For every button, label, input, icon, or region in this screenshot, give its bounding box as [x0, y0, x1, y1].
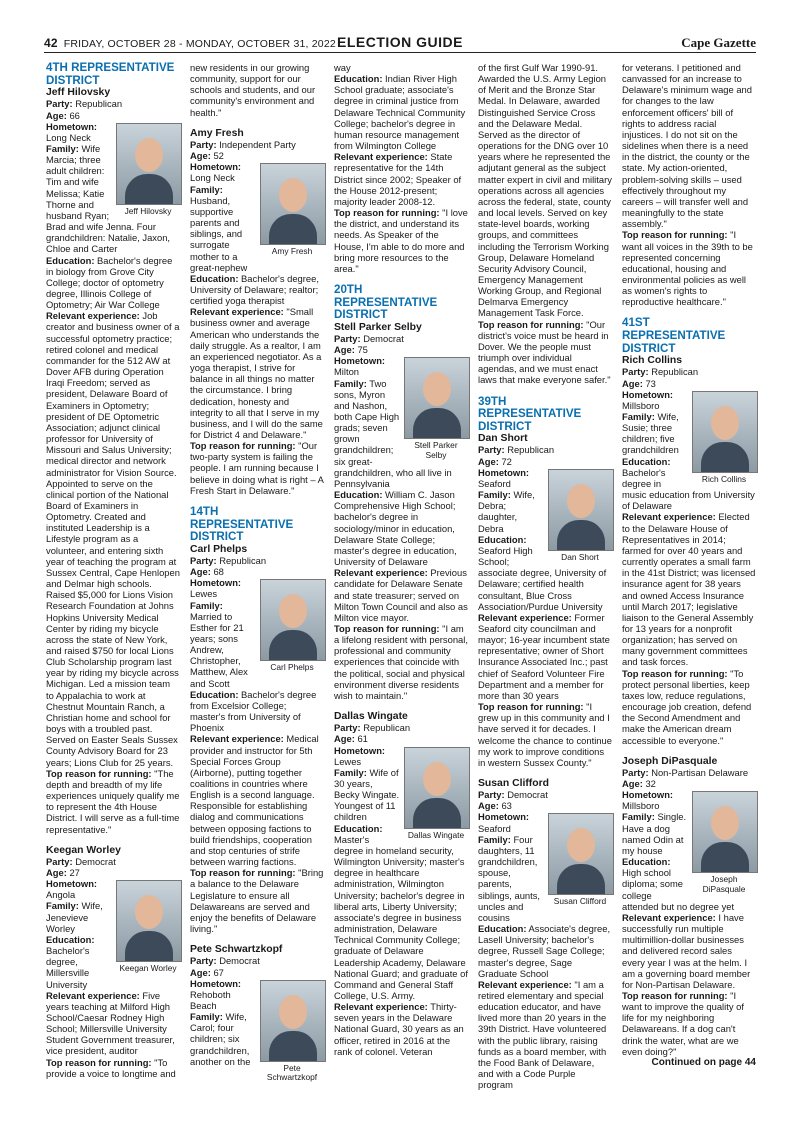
field-age: Age: 32 [622, 778, 656, 789]
field-family: Family: Wife Marcia; three adult children: Tim and wife Melissa; Katie Thorne and husband Ryan; Brad and wife Jenna. Four grandchildren: Natalie, Jaxon, Chloe and Carter [46, 142, 171, 255]
field-age: Age: 63 [478, 800, 512, 812]
field-experience: Relevant experience: "I am a retired elementary and special education educator, and have lived more than 20 years in the 39th District. Have volunteered with the public library, raising funds as a board member, with the Food Bank of Delaware, and with a Code Purple program [478, 978, 607, 1091]
field-experience: Relevant experience: Previous candidate for Delaware Senate and state treasurer; served on Milton Town Council and also as Milton vice mayor. [334, 567, 468, 623]
field-age: Age: 68 [190, 566, 224, 578]
field-party: Party: Democrat [478, 789, 548, 801]
field-party: Party: Republican [190, 554, 267, 566]
field-education: Education: Associate's degree, Lasell University; bachelor's degree, Russell Sage College; master's degree, Sage Graduate School [478, 923, 611, 979]
candidate-name: Stell Parker Selby [334, 321, 422, 333]
photo-caption: Jeff Hilovsky [124, 205, 172, 216]
candidate-photo [260, 980, 324, 1083]
photo-caption: Pete Schwartzkopf [266, 1062, 318, 1083]
page-number: 42 [44, 36, 58, 50]
page-header [44, 34, 756, 53]
section-title: ELECTION GUIDE [336, 34, 463, 50]
photo-caption: Susan Clifford [553, 896, 607, 907]
field-reason: Top reason for running: "Our district's voice must be heard in Dover. We the people must triumph over individual agendas, and we must enact laws that make everyone safer." [478, 318, 611, 386]
field-education: Education: Bachelor's degree from Excelsior College; master's from University of Phoenix [190, 688, 317, 734]
field-age: Age: 61 [334, 733, 368, 745]
field-family: Family: Wife, Susie; three children; five grandchildren [622, 411, 679, 456]
field-party: Party: Republican [334, 722, 411, 734]
candidate-name: Susan Clifford [478, 778, 550, 789]
field-party: Party: Democrat [190, 955, 260, 967]
field-party: Party: Independent Party [190, 138, 296, 150]
field-education: Education: High school diploma; some college attended but no degree yet [622, 856, 735, 912]
field-hometown: Hometown: Millsboro [622, 789, 674, 812]
field-family: Family: Wife of 30 years, Becky Wingate. Youngest of 11 children [334, 766, 400, 823]
field-reason: Top reason for running: "I grew up in this community and I have served it for decades. I welcome the chance to continue my work to improve conditions in western Sussex County." [478, 701, 612, 768]
field-family: Family: Married to Esther for 21 years; sons Andrew, Christopher, Matthew, Alex and Scott [190, 599, 248, 689]
field-party: Party: Republican [622, 366, 699, 378]
field-education: Education: Indian River High School graduate; associate's degree in criminal justice from Delaware Technical Community College; bachelor's degree in human resource management from Wilmington College [334, 73, 466, 152]
district-heading: 20TH REPRESENTATIVE DISTRICT [334, 282, 438, 322]
district-heading: 4TH REPRESENTATIVE DISTRICT [46, 61, 175, 87]
field-family: Family: Wife, Carol; four children; six grandchildren, another on the [190, 1011, 251, 1067]
field-party: Party: Republican [478, 444, 555, 456]
field-hometown: Hometown: Lewes [334, 744, 386, 767]
field-party: Party: Democrat [334, 332, 404, 344]
candidate-photo [116, 880, 180, 974]
photo-caption: Carl Phelps [270, 662, 314, 673]
field-hometown: Hometown: Seaford [478, 811, 530, 834]
continued-text: of the first Gulf War 1990-91. Awarded the U.S. Army Legion of Merit and the Bronze Star Medal. In Delaware, awarded Distinguished Service Cross and the Delaware Medal. Served as the director of operations for the DNG over 10 years where he represented the adjutant general as the subject matter expert in civil and military operations across all agencies across the federal, state, county and local levels. Served on key state-level boards, working groups, and committees including the Terrorism Working Group, Delaware Homeland Security Advisory Council, Emergency Management Working Group, and Regional Delmarva Emergency Management Task Force. [478, 62, 612, 319]
candidate-photo [260, 579, 324, 673]
candidate-name: Dallas Wingate [334, 711, 408, 723]
field-reason: Top reason for running: "Bring a balance to the Delaware Legislature to ensure all Delawareans are served and enjoy the benefits of Delaware living." [190, 867, 324, 935]
field-experience: Relevant experience: Former Seaford city councilman and mayor; 16-year incumbent state representative; owner of Short Insurance Associated Inc.; past chief of Seaford Volunteer Fire Department and a member for more than 30 years [478, 611, 610, 701]
field-reason: Top reason for running: "I love the district, and understand its needs. As Speaker of the House, I'm able to do more and bring more resources to the area." [334, 207, 468, 274]
field-experience: Relevant experience: Job creator and business owner of a successful optometry practice; retired colonel and medical commander for the 512 AW at Dover AFB during Operation Iraqi Freedom; served as president, Delaware Board of Examiners in Optometry; president of DE Optometric Association; adjunct clinical professor for University of Missouri and Salus University; medical director and network administrator for Vision Source. Appointed to serve on the clinical portion of the National Board of Examiners in Optometry. Created and instituted Leadership is a Lifestyle program as a volunteer, and entering sixth year of teaching the program at Sussex Central, Cape Henlopen and Delmar high schools. Raised $5,000 for Lions Vision Research Foundation at Johns Hopkins University Medical Center by riding my bicycle across the state of New York, and raised $750 for local Lions Club Scholarship program last year by riding my bicycle across Michigan. Led a mission team to Appalachia to work at Chestnut Mountain Ranch, a Christian home and school for boys with a troubled past. Served on Easter Seals Sussex County Advisory Board for 23 years; Lions Club for 25 years. [46, 310, 180, 768]
field-education: Education: Bachelor's degree in music education from University of Delaware [622, 455, 755, 512]
candidate-name: Carl Phelps [190, 543, 248, 555]
field-reason: Top reason for running: "I want to improve the quality of life for my neighboring Delawareans. If a dog can't drink the water, what are we even doing?" [622, 989, 744, 1057]
field-family: Family: Four daughters, 11 grandchildren, spouse, parents, siblings, aunts, uncles and cousins [478, 833, 541, 923]
candidate-name: Jeff Hilovsky [46, 87, 111, 99]
field-family: Family: Wife, Jenevieve Worley [46, 900, 103, 934]
field-education: Education: William C. Jason Comprehensive High School; bachelor's degree in sociology/minor in education, Delaware State College; master's degree in education, University of Delaware [334, 489, 457, 568]
field-party: Party: Non-Partisan Delaware [622, 766, 749, 778]
field-family: Family: Single. Have a dog named Odin at my house [622, 811, 687, 856]
district-heading: 39TH REPRESENTATIVE DISTRICT [478, 394, 582, 433]
candidate-photo [692, 791, 756, 894]
field-reason: Top reason for running: "Our two-party system is failing the people. I am running because I believe in doing what is right – A Fresh Start in Delaware." [190, 440, 324, 496]
field-hometown: Hometown: Long Neck [190, 161, 242, 184]
candidate-photo [404, 357, 468, 460]
field-experience: Relevant experience: Five years teaching at Milford High School/Caesar Rodney High School; Millersville University Student Government treasurer, vice president, auditor [46, 989, 175, 1057]
photo-caption: Joseph DiPasquale [702, 874, 746, 894]
candidate-photo [548, 469, 612, 563]
photo-caption: Amy Fresh [271, 246, 313, 257]
column-5 [622, 62, 756, 1068]
candidate-name: Amy Fresh [190, 127, 244, 139]
candidate-photo [404, 747, 468, 841]
field-family: Family: Husband, supportive parents and siblings, and surrogate mother to a great-nephew [190, 183, 248, 273]
field-experience: Relevant experience: I have successfully run multiple multimillion-dollar businesses and delivered record sales every year I was at the helm. I am a governing board member for Non-Partisan Delaware. [622, 911, 751, 990]
photo-caption: Stell Parker Selby [414, 440, 458, 460]
issue-date: FRIDAY, OCTOBER 28 - MONDAY, OCTOBER 31, 2022 [63, 38, 336, 50]
field-experience: Relevant experience: Elected to the Delaware House of Representatives in 2014; farmed for over 40 years and currently operates a small farm in the 41st District; was licensed insurance agent for 38 years and owned Access Insurance until March 2017; legislative liaison to the General Assembly for 13 years for a nonprofit organization; has served on many government committees and task forces. [622, 511, 756, 668]
district-heading: 14TH REPRESENTATIVE DISTRICT [190, 504, 294, 544]
field-reason: Top reason for running: "To provide a voice to longtime and [46, 1056, 176, 1079]
field-education: Education: Master's degree in homeland security, Wilmington University; master's degree in healthcare administration, Wilmington University; bachelor's degree in liberal arts, Liberty University; associate's degree in business administration, Delaware Technical Community College; graduate of Delaware Leadership Academy, Delaware National Guard; and graduate of Command and General Staff College, U.S. Army. [334, 822, 468, 1001]
column-3 [334, 62, 468, 1057]
continued-on-link[interactable]: Continued on page 44 [651, 1056, 756, 1068]
field-party: Party: Democrat [46, 855, 116, 867]
paper-name: Cape Gazette [681, 35, 756, 50]
field-education: Education: Bachelor's degree, University of Delaware; realtor; certified yoga therapist [190, 272, 319, 307]
field-experience: Relevant experience: Thirty-seven years in the Delaware National Guard, 30 years as an officer, retired in 2016 at the rank of colonel. Veteran [334, 1001, 464, 1057]
field-education: Education: Bachelor's degree, Millersville University [46, 933, 95, 990]
field-experience: Relevant experience: Medical provider and instructor for 5th Special Forces Group (Airborne), putting together coalitions in countries where English is a second language. Responsible for establishing dialog and communications between opposing factions to build friendships, cooperation and stop centuries of strife between warring factions. [190, 733, 319, 868]
field-party: Party: Republican [46, 98, 123, 110]
field-reason: Top reason for running: "I want all voices in the 39th to be represented concerning educational, housing and environmental policies as well as women's rights to reproductive healthcare." [622, 229, 753, 308]
field-education: Education: Seaford High School; associate degree, University of Delaware; certified health consultant, Blue Cross Association/Purdue University [478, 533, 607, 612]
candidate-name: Rich Collins [622, 355, 683, 367]
field-age: Age: 75 [334, 344, 368, 356]
field-education: Education: Bachelor's degree in biology from Grove City College; doctor of optometry degree, Illinois College of Optometry; Air War College [46, 254, 173, 311]
field-hometown: Hometown: Angola [46, 878, 98, 901]
field-hometown: Hometown: Rehoboth Beach [190, 977, 242, 1011]
field-age: Age: 66 [46, 109, 80, 121]
field-experience: Relevant experience: State representative for the 14th District since 2002; Speaker of the House 2012-present; majority leader 2008-12. [334, 151, 462, 207]
field-age: Age: 67 [190, 966, 224, 978]
field-experience: Relevant experience: "Small business owner and average American who understands the daily struggle. As a realtor, I am an experienced negotiator. As a yoga therapist, I strive for balance in all things no matter the circumstance. I bring dedication, honesty and integrity to all that I serve in my business, and I will do the same for District 4 and Delaware." [190, 306, 323, 440]
photo-caption: Dan Short [561, 551, 599, 562]
continued-text: for veterans. I petitioned and canvassed for an increase to Delaware's minimum wage and for changes to the law enforcement officers' bill of rights to address racial injustices. I do not sit on the sidelines when there is a need in the district, the county or the state. My action-oriented, problem-solving skills – used effectively throughout my careers – will transfer well and meaningfully to the state assembly." [622, 62, 752, 230]
field-hometown: Hometown: Long Neck [46, 120, 98, 143]
field-hometown: Hometown: Millsboro [622, 388, 674, 411]
continued-text: new residents in our growing community, support for our schools and students, and our community's environment and health." [190, 62, 316, 118]
candidate-photo [548, 813, 612, 907]
field-hometown: Hometown: Seaford [478, 466, 530, 489]
photo-caption: Dallas Wingate [407, 829, 465, 840]
candidate-photo [116, 123, 180, 217]
field-family: Family: Wife, Debra; daughter, Debra [478, 489, 535, 534]
column-1 [46, 62, 180, 1079]
field-reason: Top reason for running: "To protect personal liberties, keep taxes low, reduce regulations, encourage job creation, defend the Second Amendment and make the American dream accessible to everyone." [622, 667, 752, 746]
field-family: Family: Two sons, Myron and Nashon, both Cape High grads; seven grown grandchildren; six great-grandchildren, who all live in Pennsylvania [334, 377, 452, 489]
candidate-photo [692, 391, 756, 485]
candidate-name: Dan Short [478, 433, 528, 445]
continued-text: way [334, 62, 351, 73]
field-reason: Top reason for running: "I am a lifelong resident with personal, professional and community experiences that coincide with the political, social and physical environment diverse residents wish to maintain." [334, 622, 468, 701]
field-hometown: Hometown: Milton [334, 355, 386, 378]
photo-caption: Keegan Worley [119, 963, 177, 974]
district-heading: 41ST REPRESENTATIVE DISTRICT [622, 316, 726, 355]
candidate-photo [260, 163, 324, 257]
candidate-name: Keegan Worley [46, 844, 121, 856]
candidate-name: Joseph DiPasquale [622, 755, 718, 767]
column-2 [190, 62, 324, 1085]
candidate-name: Pete Schwartzkopf [190, 944, 283, 956]
field-age: Age: 73 [622, 377, 656, 389]
field-hometown: Hometown: Lewes [190, 577, 242, 600]
field-age: Age: 27 [46, 866, 80, 878]
photo-caption: Rich Collins [701, 473, 747, 484]
field-age: Age: 52 [190, 150, 224, 162]
field-reason: Top reason for running: "The depth and breadth of my life experiences uniquely qualify me to represent the 4th House District. I will serve as a full-time representative." [46, 767, 180, 835]
column-4 [478, 62, 612, 1090]
field-age: Age: 72 [478, 455, 512, 467]
